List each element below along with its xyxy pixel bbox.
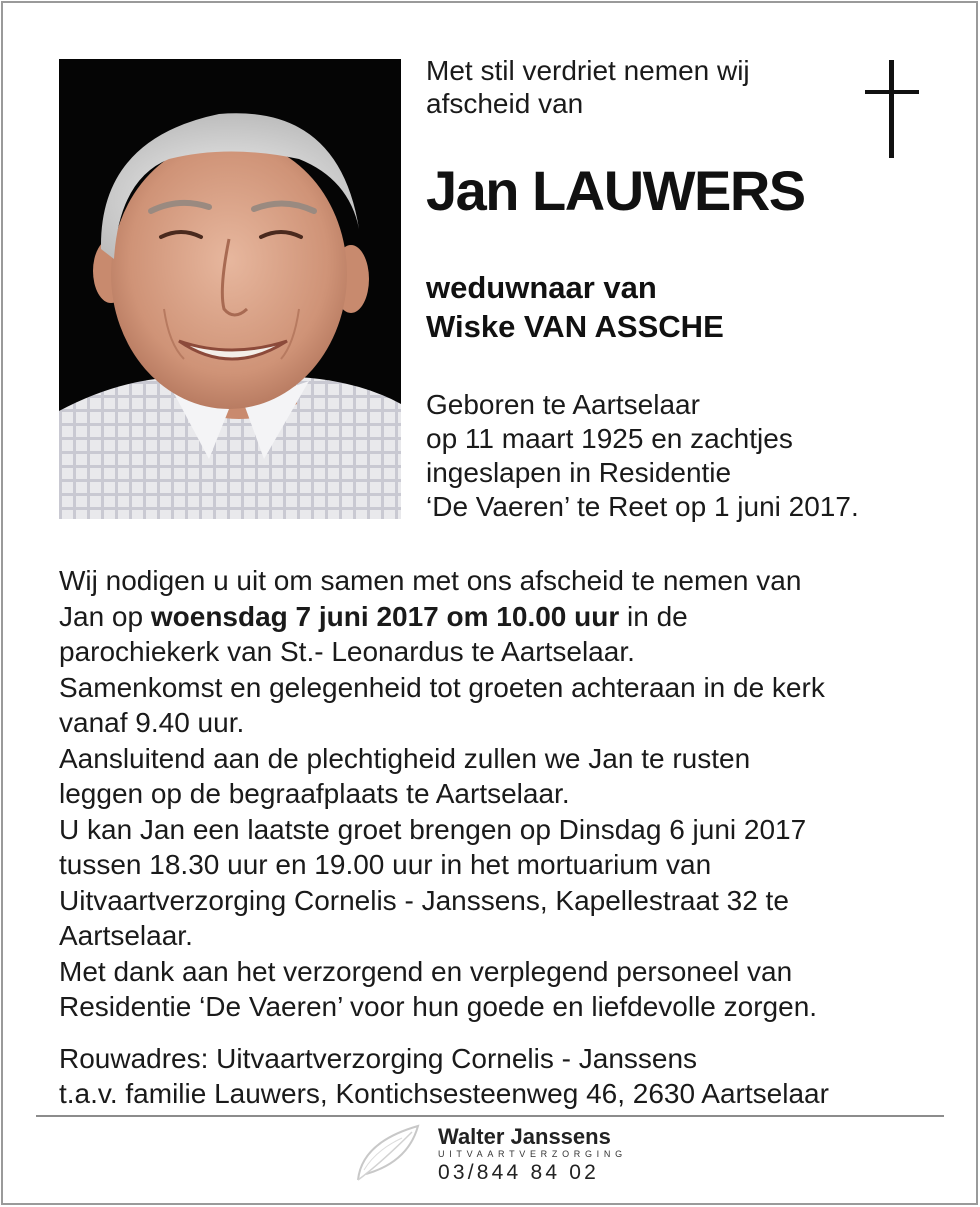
leaf-logo-icon [352,1122,422,1184]
portrait-photo [59,59,401,519]
address-line: t.a.v. familie Lauwers, Kontichsesteenweg 46, 2630 Aartselaar [59,1078,829,1109]
invitation-text-segment: Jan op [59,600,151,632]
mourning-address [59,1041,959,1111]
brand-name: Walter Janssens [438,1124,611,1149]
brand-phone: 03/844 84 02 [438,1161,600,1184]
ceremony-datetime: woensdag 7 juni 2017 om 10.00 uur [150,600,620,632]
intro-line: afscheid van [426,88,584,119]
invitation-line: Aansluitend aan de plechtigheid zullen we Jan te rusten [59,742,751,774]
invitation-line: vanaf 9.40 uur. [59,707,245,738]
cross-icon [862,60,922,158]
intro-text [426,54,750,120]
brand-subtitle: UITVAARTVERZORGING [438,1149,627,1159]
birth-line: Geboren te Aartselaar [426,389,700,420]
spouse-line: Wiske VAN ASSCHE [426,309,724,344]
invitation-line: Uitvaartverzorging Cornelis - Janssens, Kapellestraat 32 te [59,884,789,916]
invitation-line: tussen 18.30 uur en 19.00 uur in het mortuarium van [59,849,712,880]
invitation-line: Samenkomst en gelegenheid tot groeten achteraan in de kerk [59,671,825,703]
intro-line: Met stil verdriet nemen wij [426,55,750,86]
invitation-line: Aartselaar. [59,920,193,951]
footer-divider [36,1115,944,1117]
birth-info [426,388,859,524]
invitation-text [59,563,959,1025]
invitation-line: Met dank aan het verzorgend en verplegend personeel van [59,955,793,987]
invitation-text-segment: in de [619,600,688,632]
invitation-line: Residentie ‘De Vaeren’ voor hun goede en liefdevolle zorgen. [59,991,818,1022]
invitation-line: parochiekerk van St.- Leonardus te Aartselaar. [59,636,635,667]
invitation-line: leggen op de begraafplaats te Aartselaar. [59,778,570,809]
address-line: Rouwadres: Uitvaartverzorging Cornelis - Janssens [59,1043,698,1074]
deceased-name: Jan LAUWERS [426,159,805,222]
invitation-line: Wij nodigen u uit om samen met ons afscheid te nemen van [59,565,802,596]
spouse-line: weduwnaar van [426,270,657,305]
birth-line: ingeslapen in Residentie [426,457,732,488]
invitation-line [59,599,959,635]
birth-line: ‘De Vaeren’ te Reet op 1 juni 2017. [426,491,859,522]
birth-line: op 11 maart 1925 en zachtjes [426,423,793,454]
spouse-info [426,268,724,346]
invitation-line: U kan Jan een laatste groet brengen op Dinsdag 6 juni 2017 [59,813,807,845]
